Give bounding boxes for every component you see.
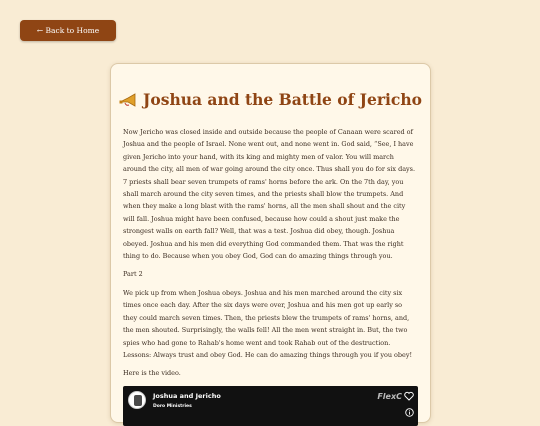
video-title[interactable]: Joshua and Jericho bbox=[153, 391, 221, 400]
story-body bbox=[123, 126, 418, 380]
horn-icon bbox=[119, 93, 137, 107]
video-channel[interactable]: Doro Ministries bbox=[153, 403, 192, 409]
story-paragraph: Part 2 bbox=[123, 270, 143, 279]
story-paragraph: We pick up from when Joshua obeys. Joshua and his men marched around the city six times once each day. After the six days were over, Joshua and his men got up early so they could march seven times. Then, the priests blew the trumpets of rams' horns, and, the men shouted. Surprisingly, the walls fell! All the men went straight in. But, the two spies who had gone to Rahab's home went and took Rahab out of the destruction. Lessons: Always trust and obey God. He can do amazing things through you if you obey! bbox=[123, 288, 413, 359]
story-paragraph: Now Jericho was closed inside and outside because the people of Canaan were scared of Joshua and the people of Israel. None went out, and none went in. God said, “See, I have given Jericho into your hand, with its king and mighty men of valor. You will march around the city, all men of war going around the city once. Thus shall you do for six days. 7 priests shall bear seven trumpets of rams' horns before the ark. On the 7th day, you shall march around the city seven times, and the priests shall blow the trumpets. And when they make a long blast with the rams' horns, all the men shall shout and the city will fall. Joshua might have been confused, because how could a shout just make the strongest walls on earth fall? Well, that was a test. Joshua did obey, though. Joshua obeyed. Joshua and his men did everything God commanded them. That was the right thing to do. Because when you obey God, God can do amazing things through you. bbox=[123, 128, 416, 261]
story-card bbox=[110, 63, 431, 423]
heart-icon[interactable] bbox=[404, 391, 414, 401]
channel-avatar[interactable] bbox=[128, 391, 146, 409]
video-logo: FlexC bbox=[377, 391, 402, 401]
video-player[interactable] bbox=[123, 386, 418, 426]
story-paragraph: Here is the video. bbox=[123, 369, 181, 378]
page-title-text: Joshua and the Battle of Jericho bbox=[143, 90, 422, 109]
info-icon[interactable] bbox=[405, 408, 414, 417]
page-title bbox=[123, 90, 422, 109]
back-to-home-button[interactable]: ← Back to Home bbox=[20, 20, 116, 41]
